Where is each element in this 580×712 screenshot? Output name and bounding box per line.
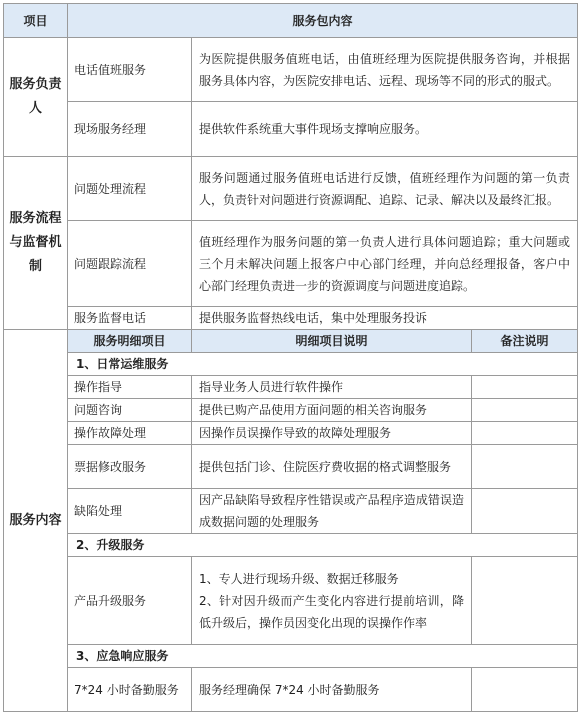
- item-name: 7*24 小时备勤服务: [68, 668, 192, 712]
- item-description: 服务问题通过服务值班电话进行反馈，值班经理作为问题的第一负责人，负责针对问题进行资源调配、追踪、记录、解决以及最终汇报。: [192, 157, 578, 221]
- item-note: [472, 376, 578, 399]
- item-name: 服务监督电话: [68, 307, 192, 330]
- item-note: [472, 422, 578, 445]
- table-row: [4, 399, 578, 422]
- section-row: [4, 645, 578, 668]
- service-package-table: [3, 3, 578, 712]
- table-row: [4, 221, 578, 307]
- item-description: [192, 557, 472, 645]
- item-name: 问题处理流程: [68, 157, 192, 221]
- item-name: 问题咨询: [68, 399, 192, 422]
- table-row: [4, 668, 578, 712]
- item-name: 操作故障处理: [68, 422, 192, 445]
- item-name: 操作指导: [68, 376, 192, 399]
- item-description: 提供服务监督热线电话，集中处理服务投诉: [192, 307, 578, 330]
- section-row: [4, 353, 578, 376]
- upgrade-line-2: 2、针对因升级而产生变化内容进行提前培训，降低升级后，操作员因变化出现的误操作作率: [199, 593, 464, 630]
- section-row: [4, 534, 578, 557]
- subheader-row: [4, 330, 578, 353]
- table-row: [4, 307, 578, 330]
- item-note: [472, 445, 578, 489]
- item-description: 提供已购产品使用方面问题的相关咨询服务: [192, 399, 472, 422]
- item-description: 提供包括门诊、住院医疗费收据的格式调整服务: [192, 445, 472, 489]
- subheader-description: 明细项目说明: [192, 330, 472, 353]
- table-row: [4, 445, 578, 489]
- item-description: 服务经理确保 7*24 小时备勤服务: [192, 668, 472, 712]
- category-service-owner: 服务负责人: [4, 38, 68, 157]
- subheader-item: 服务明细项目: [68, 330, 192, 353]
- category-service-content: 服务内容: [4, 330, 68, 712]
- item-name: 问题跟踪流程: [68, 221, 192, 307]
- table-row: [4, 422, 578, 445]
- table-row: [4, 489, 578, 534]
- header-content: 服务包内容: [68, 4, 578, 38]
- subheader-note: 备注说明: [472, 330, 578, 353]
- item-note: [472, 557, 578, 645]
- upgrade-line-1: 1、专人进行现场升级、数据迁移服务: [199, 571, 399, 586]
- table-header-row: [4, 4, 578, 38]
- item-description: 因产品缺陷导致程序性错误或产品程序造成错误造成数据问题的处理服务: [192, 489, 472, 534]
- section-daily-maintenance: 1、日常运维服务: [68, 353, 578, 376]
- header-project: 项目: [4, 4, 68, 38]
- table-row: [4, 557, 578, 645]
- item-name: 缺陷处理: [68, 489, 192, 534]
- item-note: [472, 668, 578, 712]
- category-process-supervision: 服务流程与监督机制: [4, 157, 68, 330]
- item-name: 现场服务经理: [68, 102, 192, 157]
- table-row: [4, 376, 578, 399]
- table-row: [4, 38, 578, 102]
- table-row: [4, 157, 578, 221]
- item-note: [472, 489, 578, 534]
- item-name: 票据修改服务: [68, 445, 192, 489]
- item-name: 产品升级服务: [68, 557, 192, 645]
- section-emergency: 3、应急响应服务: [68, 645, 578, 668]
- item-description: 指导业务人员进行软件操作: [192, 376, 472, 399]
- item-description: 为医院提供服务值班电话，由值班经理为医院提供服务咨询，并根据服务具体内容，为医院安排电话、远程、现场等不同的形式的服式。: [192, 38, 578, 102]
- item-description: 值班经理作为服务问题的第一负责人进行具体问题追踪；重大问题或三个月未解决问题上报客户中心部门经理，并向总经理报备，客户中心部门经理负责进一步的资源调度与问题进度追踪。: [192, 221, 578, 307]
- item-note: [472, 399, 578, 422]
- item-name: 电话值班服务: [68, 38, 192, 102]
- section-upgrade: 2、升级服务: [68, 534, 578, 557]
- item-description: 提供软件系统重大事件现场支撑响应服务。: [192, 102, 578, 157]
- table-row: [4, 102, 578, 157]
- item-description: 因操作员误操作导致的故障处理服务: [192, 422, 472, 445]
